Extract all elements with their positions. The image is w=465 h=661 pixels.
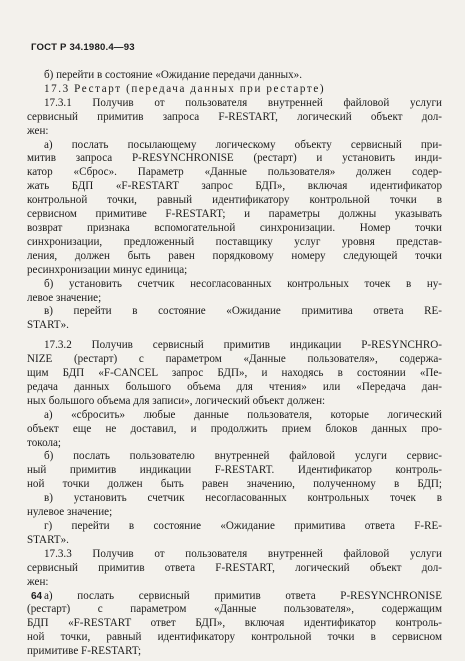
text-line: б) перейти в состояние «Ожидание передачи данных». bbox=[44, 69, 302, 81]
text-line: жать БДП «F-RESTART запрос БДП», включая идентификатор bbox=[27, 180, 442, 193]
text-line: сервисный примитив ответа F-RESTART, логический объект дол- bbox=[27, 561, 442, 574]
text-line: ных большого объема для записи», логический объект должен: bbox=[27, 394, 326, 407]
text-line: а) послать сервисный примитив ответа P-RESYNCHRONISE bbox=[44, 589, 442, 602]
text-line: ления, должен быть равен порядковому номеру следующей точки bbox=[27, 249, 442, 262]
text-line: б) послать пользователю внутренней файловой услуги сервис- bbox=[44, 450, 442, 463]
text-line: сервисном примитиве F-RESTART; и параметры должны указывать bbox=[27, 208, 442, 221]
text-line: START». bbox=[27, 533, 69, 546]
text-line: ной точки должен быть равен значению, полученному в БДП; bbox=[27, 478, 442, 491]
text-line: ресинхронизации минус единица; bbox=[27, 263, 188, 276]
text-line: в) установить счетчик несогласованных контрольных точек в bbox=[44, 492, 442, 505]
text-line: примитиве F-RESTART; bbox=[27, 645, 142, 658]
text-line: а) «сбросить» любые данные пользователя, которые логический bbox=[44, 408, 442, 421]
text-line: синхронизации, предложенный поставщику услуг уровня представ- bbox=[27, 235, 442, 248]
body-text bbox=[27, 63, 442, 659]
standard-header: ГОСТ Р 34.1980.4—93 bbox=[31, 42, 135, 53]
text-line: 17.3.2 Получив сервисный примитив индикации P-RESYNCHRO- bbox=[44, 339, 442, 352]
text-line: NIZE (рестарт) с параметром «Данные пользователя», содержа- bbox=[27, 353, 442, 366]
text-line: сервисный примитив запроса F-RESTART, логический объект дол- bbox=[27, 110, 442, 123]
text-line: жен: bbox=[27, 124, 49, 137]
text-line: митив запроса P-RESYNCHRONISE (рестарт) и установить инди- bbox=[27, 152, 442, 165]
text-line: нулевое значение; bbox=[27, 506, 113, 519]
text-line: редача данных большого объема для чтения» или «Передача дан- bbox=[27, 380, 442, 393]
text-line: объект еще не доставил, и продолжить прием блоков данных про- bbox=[27, 422, 442, 435]
text-line: ный примитив индикации F-RESTART. Идентификатор контроль- bbox=[27, 464, 442, 477]
text-line: токола; bbox=[27, 436, 62, 449]
text-line: жен: bbox=[27, 575, 49, 588]
text-line: 17.3.3 Получив от пользователя внутренней файловой услуги bbox=[44, 547, 442, 560]
text-line: БДП «F-RESTART ответ БДП», включая идентификатор контроль- bbox=[27, 617, 442, 630]
text-line: возврат признака вспомогательной синхронизации. Номер точки bbox=[27, 221, 442, 234]
text-line: 17.3.1 Получив от пользователя внутренней файловой услуги bbox=[44, 96, 442, 109]
text-line: ной точки, равный идентификатору контрольной точки в сервисном bbox=[27, 631, 442, 644]
text-line: (рестарт) с параметром «Данные пользователя», содержащим bbox=[27, 603, 442, 616]
text-line: а) послать посылающему логическому объекту сервисный при- bbox=[44, 138, 442, 151]
text-line: в) перейти в состояние «Ожидание примитива ответа RE- bbox=[44, 305, 442, 318]
text-line: левое значение; bbox=[27, 291, 102, 304]
text-line: контрольной точки, равный идентификатору контрольной точки в bbox=[27, 194, 442, 207]
text-line: START». bbox=[27, 319, 69, 332]
section-heading: 17.3 Рестарт (передача данных при рестарте) bbox=[44, 82, 326, 95]
text-line: щим БДП «F-CANCEL запрос БДП», и находясь в состоянии «Пе- bbox=[27, 367, 442, 380]
text-line: б) установить счетчик несогласованных контрольных точек в ну- bbox=[44, 277, 442, 290]
page-number: 64 bbox=[31, 591, 43, 602]
text-line: катор «Сброс». Параметр «Данные пользователя» должен содер- bbox=[27, 166, 442, 179]
text-line: г) перейти в состояние «Ожидание примитива ответа F-RE- bbox=[44, 520, 442, 532]
